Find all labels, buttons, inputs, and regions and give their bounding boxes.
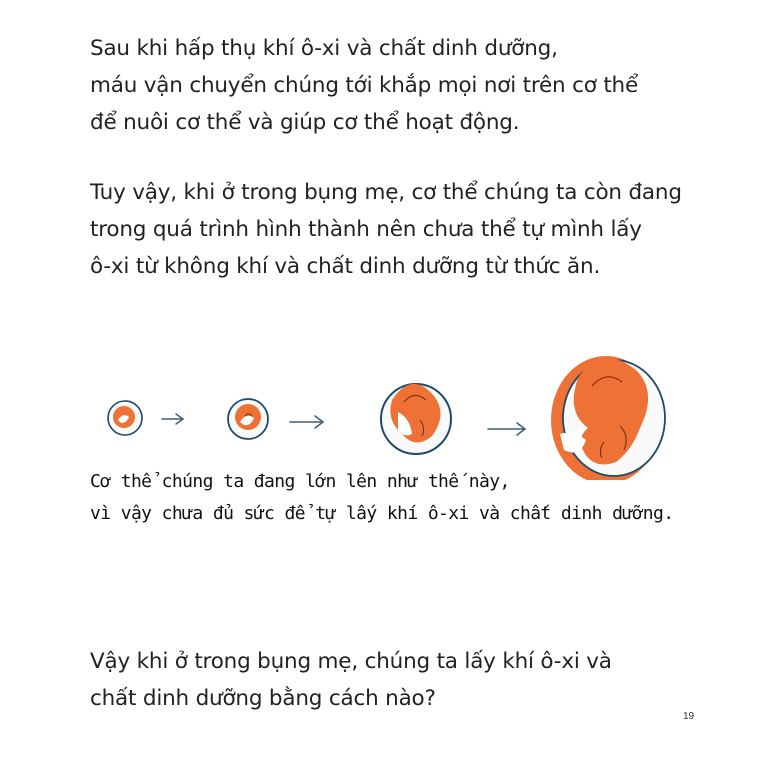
text-line: ô-xi từ không khí và chất dinh dưỡng từ thức ăn. xyxy=(90,254,601,279)
text-line: Tuy vậy, khi ở trong bụng mẹ, cơ thể chúng ta còn đang xyxy=(90,180,682,205)
paragraph-blood-transport xyxy=(90,30,638,141)
fetus-growth-illustration xyxy=(0,330,758,480)
fetus-stage-4-icon xyxy=(551,356,665,480)
page-number: 19 xyxy=(683,711,695,722)
embryo-stage-2-icon xyxy=(228,399,268,439)
fetus-stage-3-icon xyxy=(381,384,451,454)
caption-line: vì vậy chưa đủ sức để tự lấy khí ô-xi và chất dinh dưỡng. xyxy=(90,503,674,524)
text-line: chất dinh dưỡng bằng cách nào? xyxy=(90,686,436,711)
arrow-right-icon xyxy=(488,423,525,435)
text-line: Vậy khi ở trong bụng mẹ, chúng ta lấy khí ô-xi và xyxy=(90,649,612,674)
illustration-caption xyxy=(90,466,674,530)
text-line: máu vận chuyển chúng tới khắp mọi nơi trên cơ thể xyxy=(90,73,639,98)
text-line: trong quá trình hình thành nên chưa thể tự mình lấy xyxy=(90,217,642,242)
text-line: Sau khi hấp thụ khí ô-xi và chất dinh dưỡng, xyxy=(90,36,558,61)
caption-line: Cơ thể chúng ta đang lớn lên như thế này, xyxy=(90,471,510,492)
arrow-right-icon xyxy=(290,416,323,428)
paragraph-question xyxy=(90,643,612,717)
arrow-right-icon xyxy=(162,414,183,424)
text-line: để nuôi cơ thể và giúp cơ thể hoạt động. xyxy=(90,110,520,135)
embryo-stage-1-icon xyxy=(108,401,142,435)
paragraph-in-womb xyxy=(90,174,682,285)
